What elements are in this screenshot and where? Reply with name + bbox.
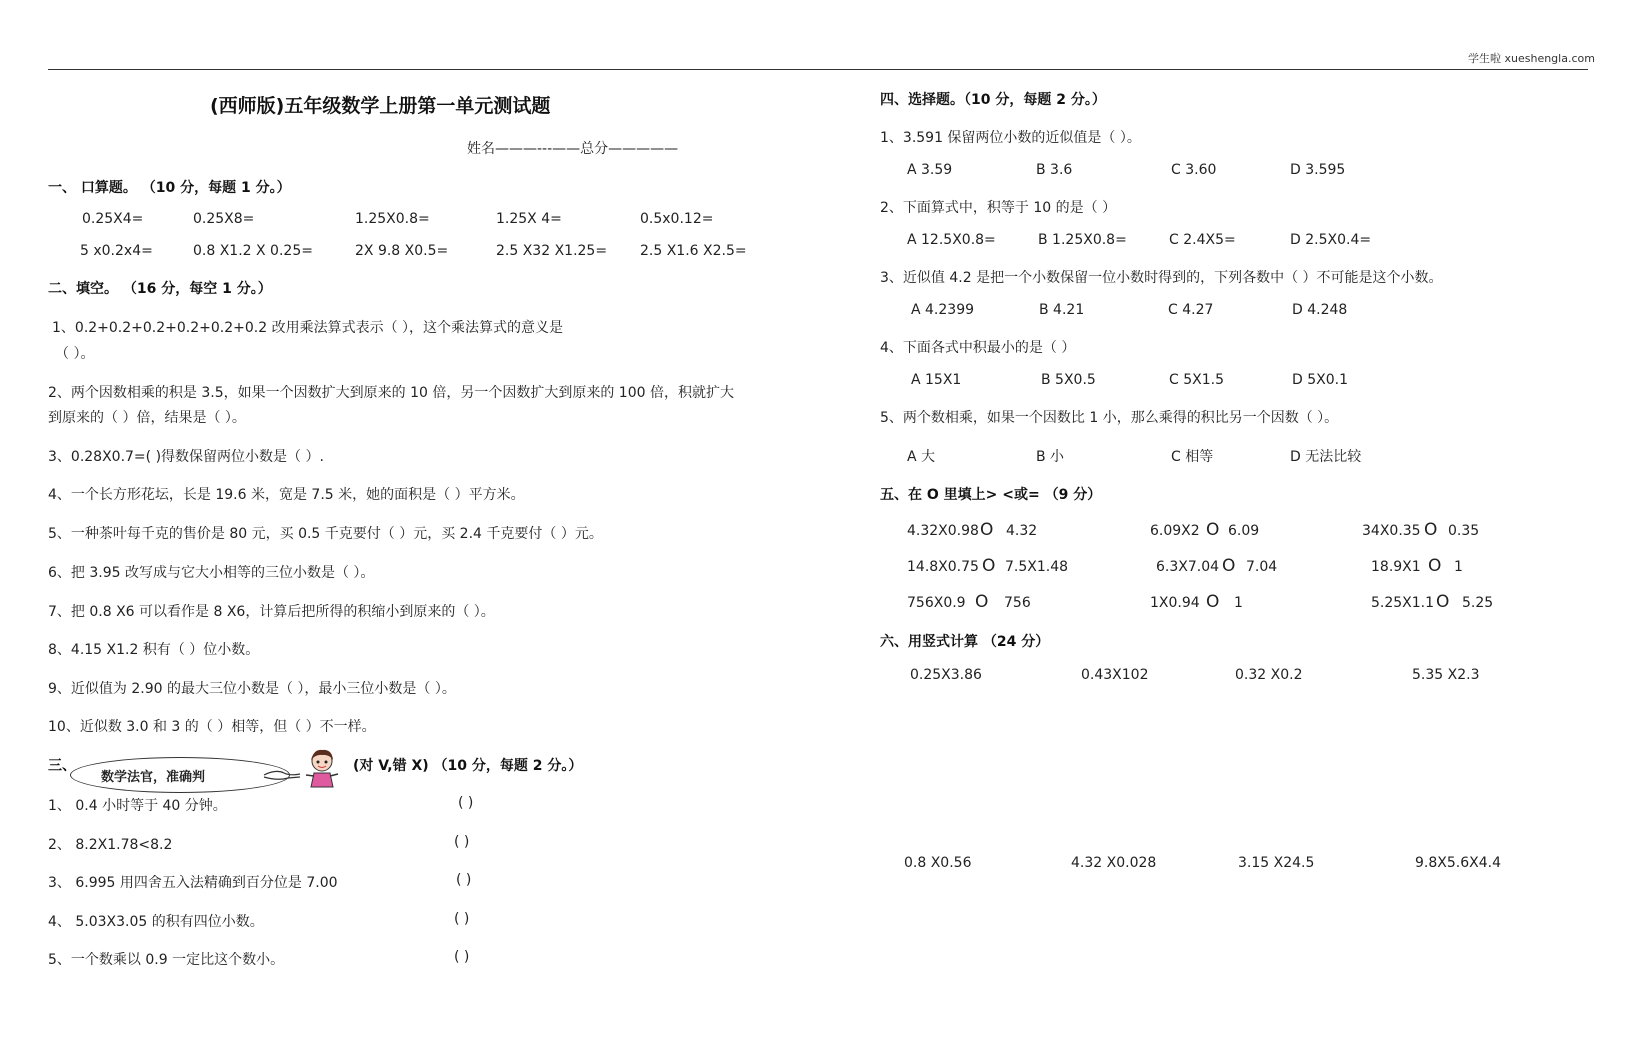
compare-right: 0.35	[1448, 523, 1480, 539]
compare-right: 6.09	[1228, 523, 1260, 539]
page-title: (西师版)五年级数学上册第一单元测试题	[210, 95, 551, 117]
choice-option[interactable]: C 2.4X5=	[1169, 232, 1236, 248]
choice-option[interactable]: B 3.6	[1036, 162, 1073, 178]
choice-question: 4、下面各式中积最小的是（ ）	[880, 340, 1076, 356]
calc-item: 0.8 X1.2 X 0.25=	[193, 243, 313, 259]
fill-question-5: 5、一种茶叶每千克的售价是 80 元，买 0.5 千克要付（ ）元，买 2.4 千克要付（ ）元。	[48, 526, 603, 542]
calc-item: 5 x0.2x4=	[80, 243, 153, 259]
header-rule	[48, 69, 1588, 70]
fill-question-4: 4、一个长方形花坛，长是 19.6 米，宽是 7.5 米，她的面积是（ ）平方米。	[48, 487, 525, 503]
compare-right: 4.32	[1006, 523, 1038, 539]
choice-option[interactable]: A 15X1	[911, 372, 962, 388]
choice-option[interactable]: A 4.2399	[911, 302, 975, 318]
vertical-calc-item: 0.25X3.86	[910, 667, 982, 683]
fill-question-3: 3、0.28X0.7=( )得数保留两位小数是（ ）.	[48, 449, 324, 465]
answer-paren[interactable]: ( )	[456, 872, 472, 888]
vertical-calc-item: 9.8X5.6X4.4	[1415, 855, 1501, 871]
compare-left: 14.8X0.75	[907, 559, 979, 575]
section6-heading: 六、用竖式计算 （24 分）	[880, 634, 1050, 650]
calc-item: 0.25X4=	[82, 211, 144, 227]
fill-question-8: 8、4.15 X1.2 积有（ ）位小数。	[48, 642, 260, 658]
calc-item: 2.5 X1.6 X2.5=	[640, 243, 747, 259]
answer-paren[interactable]: ( )	[454, 834, 470, 850]
choice-option[interactable]: B 1.25X0.8=	[1038, 232, 1127, 248]
section3-heading: (对 V,错 X) （10 分，每题 2 分。）	[353, 758, 583, 774]
choice-question: 2、下面算式中，积等于 10 的是（ ）	[880, 200, 1117, 216]
compare-circle[interactable]: O	[982, 556, 996, 576]
calc-item: 0.5x0.12=	[640, 211, 714, 227]
vertical-calc-item: 4.32 X0.028	[1071, 855, 1157, 871]
compare-right: 7.5X1.48	[1005, 559, 1069, 575]
compare-left: 6.3X7.04	[1156, 559, 1220, 575]
section4-heading: 四、选择题。（10 分，每题 2 分。）	[880, 92, 1106, 108]
bubble-tail	[262, 767, 302, 783]
fill-question-2a: 2、两个因数相乘的积是 3.5，如果一个因数扩大到原来的 10 倍，另一个因数扩大到原来的 100 倍，积就扩大	[48, 385, 734, 401]
judge-question: 1、 0.4 小时等于 40 分钟。	[48, 798, 227, 814]
compare-circle[interactable]: O	[1436, 592, 1450, 612]
compare-right: 1	[1454, 559, 1463, 575]
compare-circle[interactable]: O	[975, 592, 989, 612]
compare-circle[interactable]: O	[1424, 520, 1438, 540]
compare-right: 5.25	[1462, 595, 1494, 611]
compare-left: 34X0.35	[1362, 523, 1421, 539]
compare-right: 1	[1234, 595, 1243, 611]
fill-question-9: 9、近似值为 2.90 的最大三位小数是（ ），最小三位小数是（ ）。	[48, 681, 456, 697]
choice-question: 1、3.591 保留两位小数的近似值是（ ）。	[880, 130, 1141, 146]
choice-option[interactable]: A 3.59	[907, 162, 953, 178]
compare-circle[interactable]: O	[1206, 592, 1220, 612]
compare-circle[interactable]: O	[1428, 556, 1442, 576]
vertical-calc-item: 5.35 X2.3	[1412, 667, 1480, 683]
choice-option[interactable]: D 3.595	[1290, 162, 1346, 178]
section3-prefix: 三、	[48, 758, 76, 774]
choice-option[interactable]: C 相等	[1171, 449, 1214, 465]
compare-left: 756X0.9	[907, 595, 966, 611]
vertical-calc-item: 0.32 X0.2	[1235, 667, 1303, 683]
calc-item: 2.5 X32 X1.25=	[496, 243, 608, 259]
compare-left: 4.32X0.98	[907, 523, 979, 539]
fill-question-10: 10、近似数 3.0 和 3 的（ ）相等，但（ ）不一样。	[48, 719, 376, 735]
calc-item: 1.25X 4=	[496, 211, 562, 227]
section1-heading: 一、 口算题。 （10 分，每题 1 分。）	[48, 180, 291, 196]
compare-right: 7.04	[1246, 559, 1278, 575]
site-watermark: 学生啦 xueshengla.com	[1468, 52, 1595, 65]
choice-option[interactable]: B 5X0.5	[1041, 372, 1096, 388]
compare-left: 5.25X1.1	[1371, 595, 1435, 611]
fill-question-6: 6、把 3.95 改写成与它大小相等的三位小数是（ ）。	[48, 565, 375, 581]
calc-item: 2X 9.8 X0.5=	[355, 243, 449, 259]
fill-question-7: 7、把 0.8 X6 可以看作是 8 X6，计算后把所得的积缩小到原来的（ ）。	[48, 604, 495, 620]
calc-item: 0.25X8=	[193, 211, 255, 227]
choice-option[interactable]: D 2.5X0.4=	[1290, 232, 1372, 248]
answer-paren[interactable]: ( )	[458, 795, 474, 811]
choice-question: 3、近似值 4.2 是把一个小数保留一位小数时得到的，下列各数中（ ）不可能是这个小数。	[880, 270, 1443, 286]
vertical-calc-item: 0.8 X0.56	[904, 855, 972, 871]
choice-option[interactable]: C 5X1.5	[1169, 372, 1224, 388]
calc-item: 1.25X0.8=	[355, 211, 430, 227]
compare-left: 18.9X1	[1371, 559, 1421, 575]
choice-option[interactable]: C 3.60	[1171, 162, 1217, 178]
fill-question-1b: （ ）。	[55, 346, 95, 362]
section2-heading: 二、填空。 （16 分，每空 1 分。）	[48, 281, 272, 297]
compare-right: 756	[1004, 595, 1031, 611]
compare-circle[interactable]: O	[1206, 520, 1220, 540]
cartoon-girl-icon	[302, 747, 342, 789]
choice-option[interactable]: B 小	[1036, 449, 1065, 465]
answer-paren[interactable]: ( )	[454, 949, 470, 965]
choice-option[interactable]: D 4.248	[1292, 302, 1348, 318]
compare-left: 1X0.94	[1150, 595, 1200, 611]
answer-paren[interactable]: ( )	[454, 911, 470, 927]
choice-option[interactable]: B 4.21	[1039, 302, 1085, 318]
compare-circle[interactable]: O	[1222, 556, 1236, 576]
section5-heading: 五、在 O 里填上> <或= （9 分）	[880, 487, 1102, 503]
choice-option[interactable]: D 无法比较	[1290, 449, 1362, 465]
judge-question: 2、 8.2X1.78<8.2	[48, 837, 173, 853]
choice-option[interactable]: A 大	[907, 449, 936, 465]
compare-left: 6.09X2	[1150, 523, 1200, 539]
fill-question-2b: 到原来的（ ）倍，结果是（ ）。	[48, 410, 246, 426]
choice-question: 5、两个数相乘，如果一个因数比 1 小，那么乘得的积比另一个因数（ ）。	[880, 410, 1339, 426]
choice-option[interactable]: C 4.27	[1168, 302, 1214, 318]
vertical-calc-item: 3.15 X24.5	[1238, 855, 1315, 871]
name-score-line: 姓名———---——总分—————	[467, 141, 679, 157]
judge-question: 5、一个数乘以 0.9 一定比这个数小。	[48, 952, 285, 968]
fill-question-1a: 1、0.2+0.2+0.2+0.2+0.2+0.2 改用乘法算式表示（ ），这个乘法算式的意义是	[52, 320, 564, 336]
bubble-text: 数学法官，准确判	[101, 770, 206, 785]
vertical-calc-item: 0.43X102	[1081, 667, 1149, 683]
judge-question: 3、 6.995 用四舍五入法精确到百分位是 7.00	[48, 875, 338, 891]
judge-question: 4、 5.03X3.05 的积有四位小数。	[48, 914, 264, 930]
compare-circle[interactable]: O	[980, 520, 994, 540]
choice-option[interactable]: D 5X0.1	[1292, 372, 1348, 388]
choice-option[interactable]: A 12.5X0.8=	[907, 232, 996, 248]
